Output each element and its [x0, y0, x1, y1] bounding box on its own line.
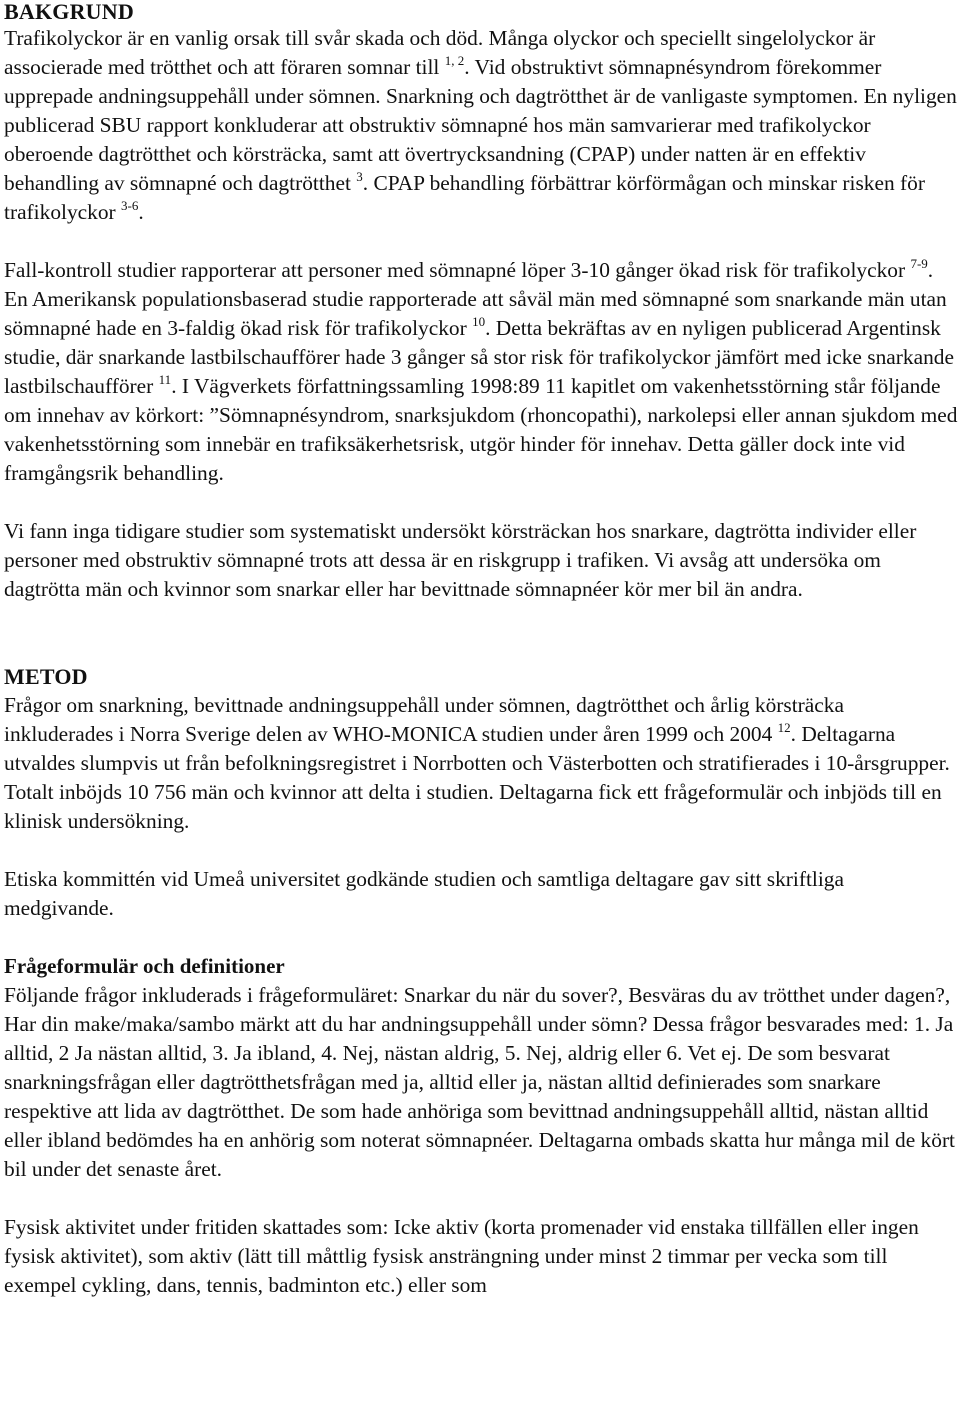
citation-ref: 3 [356, 169, 363, 184]
section-heading-bakgrund: BAKGRUND [4, 0, 134, 24]
paragraph-metod-4: Fysisk aktivitet under fritiden skattades som: Icke aktiv (korta promenader vid enstaka tillfällen eller ingen fysisk aktivitet), som aktiv (lätt till måttlig fysisk ansträngning under minst 2 timmar per vecka som till exempel cykling, dans, tennis, badminton etc.) eller som [4, 1215, 919, 1297]
subsection-heading-frageformular: Frågeformulär och definitioner [4, 954, 285, 978]
paragraph-gap [4, 488, 958, 517]
paragraph-gap [4, 836, 958, 865]
section-heading-metod: METOD [4, 664, 88, 689]
paragraph-metod-3: Följande frågor inkluderads i frågeformuläret: Snarkar du när du sover?, Besväras du av trötthet under dagen?, Har din make/maka/sambo märkt att du har andningsuppehåll under sömn? Dessa frågor besvarades med: 1. Ja alltid, 2 Ja nästan alltid, 3. Ja ibland, 4. Nej, nästan aldrig, 5. Nej, aldrig eller 6. Vet ej. De som besvarat snarkningsfrågan eller dagtrötthetsfrågan med ja, alltid eller ja, nästan alltid definierades som snarkare respektive att lida av dagtrötthet. De som hade anhöriga som bevittnad andningsuppehåll alltid, nästan alltid eller ibland bedömdes ha en anhörig som noterat sömnapnéer. Deltagarna ombads skatta hur många mil de kört bil under det senaste året. [4, 983, 956, 1181]
section-gap [4, 604, 958, 662]
text-run: . I Vägverkets författningssamling 1998:89 11 kapitlet om vakenhetsstörning står följande om innehav av körkort: ”Sömnapnésyndrom, snarksjukdom (rhoncopathi), narkolepsi eller annan sjukdom med vakenhetsstörning som innebär en trafiksäkerhetsrisk, utgör hinder för innehav. Detta gäller dock inte vid framgångsrik behandling. [4, 374, 958, 485]
paragraph-gap [4, 227, 958, 256]
text-run: Trafikolyckor är en vanlig orsak till svår skada och död. Många olyckor och speciellt singelolyckor är associerade med trötthet och att föraren somnar till [4, 26, 876, 79]
text-run: . Vid obstruktivt sömnapnésyndrom förekommer upprepade andningsuppehåll under sömnen. Snarkning och dagtrötthet är de vanligaste symptomen. En nyligen publicerad SBU rapport konkluderar att obstruktiv sömnapné hos män samvarierar med trafikolyckor oberoende dagtrötthet och körsträcka, samt att övertrycksandning (CPAP) under natten är en effektiv behandling av sömnapné och dagtrötthet [4, 55, 957, 195]
paragraph-metod-2: Etiska kommittén vid Umeå universitet godkände studien och samtliga deltagare gav sitt skriftliga medgivande. [4, 867, 844, 920]
text-run: . Deltagarna utvaldes slumpvis ut från befolkningsregistret i Norrbotten och Västerbotten och stratifierades i 10-årsgrupper. Totalt inböjds 10 756 män och kvinnor att delta i studien. Deltagarna fick ett frågeformulär och inbjöds till en klinisk undersökning. [4, 722, 950, 833]
document-page [4, 0, 958, 1300]
citation-ref: 10 [472, 314, 486, 329]
citation-ref: 7-9 [910, 256, 928, 271]
citation-ref: 11 [158, 372, 172, 387]
paragraph-bakgrund-1 [4, 24, 958, 227]
paragraph-bakgrund-2 [4, 256, 958, 488]
citation-ref: 3-6 [121, 198, 139, 213]
citation-ref: 1, 2 [444, 53, 465, 68]
text-run: . CPAP behandling förbättrar körförmågan och minskar risken för trafikolyckor [4, 171, 925, 224]
paragraph-gap [4, 1184, 958, 1213]
text-run: . [138, 200, 144, 224]
text-run: Frågor om snarkning, bevittnade andningsuppehåll under sömnen, dagtrötthet och årlig körsträcka inkluderades i Norra Sverige delen av WHO-MONICA studien under åren 1999 och 2004 [4, 693, 844, 746]
paragraph-metod-1 [4, 691, 958, 836]
text-run: Fall-kontroll studier rapporterar att personer med sömnapné löper 3-10 gånger ökad risk för trafikolyckor [4, 258, 906, 282]
citation-ref: 12 [777, 720, 791, 735]
paragraph-gap [4, 923, 958, 952]
text-run: . En Amerikansk populationsbaserad studie rapporterade att såväl män med sömnapné som snarkande män utan sömnapné hade en 3-faldig ökad risk för trafikolyckor [4, 258, 947, 340]
paragraph-bakgrund-3: Vi fann inga tidigare studier som systematiskt undersökt körsträckan hos snarkare, dagtrötta individer eller personer med obstruktiv sömnapné trots att dessa är en riskgrupp i trafiken. Vi avsåg att undersöka om dagtrötta män och kvinnor som snarkar eller har bevittnade sömnapnéer kör mer bil än andra. [4, 519, 917, 601]
text-run: . Detta bekräftas av en nyligen publicerad Argentinsk studie, där snarkande lastbilschaufförer hade 3 gånger så stor risk för trafikolyckor jämfört med icke snarkande lastbilschaufförer [4, 316, 954, 398]
